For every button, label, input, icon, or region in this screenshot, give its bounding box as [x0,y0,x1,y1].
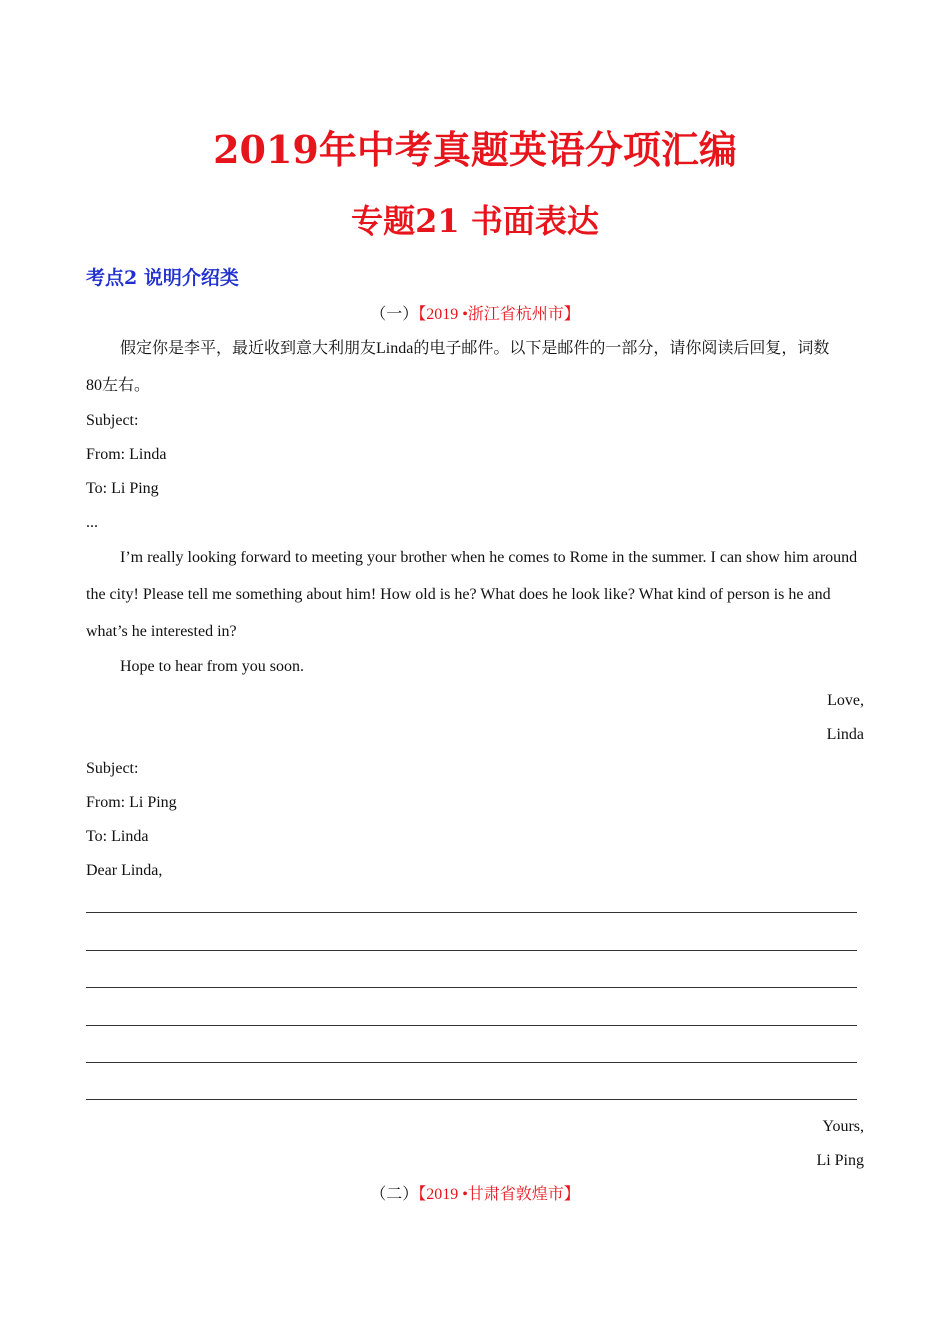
prompt-line-2: 80左右。 [86,377,151,394]
incoming-closing-line: Hope to hear from you soon. [120,658,304,675]
question-2-source: 【2019 •甘肃省敦煌市】 [418,1186,580,1203]
question-1-source: 【2019 •浙江省杭州市】 [418,306,580,323]
reply-greeting: Dear Linda, [86,862,163,879]
answer-line [86,950,857,951]
incoming-to: To: Li Ping [86,480,159,497]
page-title: 2019年中考真题英语分项汇编 [213,127,737,172]
reply-subject: Subject: [86,760,139,777]
question-1-number: （一） [370,306,419,323]
incoming-body: I’m really looking forward to meeting your brother when he comes to Rome in the summer. I can show him around the city! Please tell me something about him! How old is he? What does he look like? What kind of person is he and what’s he interested in? [86,549,858,640]
answer-line [86,1099,857,1100]
answer-line [86,1062,857,1063]
page-subtitle: 专题21 书面表达 [351,202,599,240]
answer-line [86,1025,857,1026]
question-1-heading [0,305,950,325]
question-2-number: （二） [370,1186,419,1203]
reply-signature: Li Ping [816,1152,864,1169]
answer-line [86,987,857,988]
reply-from: From: Li Ping [86,794,177,811]
reply-signoff: Yours, [822,1118,864,1135]
reply-to: To: Linda [86,828,149,845]
incoming-signoff: Love, [827,692,864,709]
answer-line [86,912,857,913]
incoming-signature: Linda [826,726,864,743]
section-heading: 考点2 说明介绍类 [86,267,239,289]
prompt-line-1: 假定你是李平，最近收到意大利朋友Linda的电子邮件。以下是邮件的一部分，请你阅读后回复，词数 [120,340,830,357]
question-2-heading [0,1185,950,1205]
incoming-ellipsis: ... [86,514,98,531]
incoming-subject: Subject: [86,412,139,429]
incoming-from: From: Linda [86,446,167,463]
